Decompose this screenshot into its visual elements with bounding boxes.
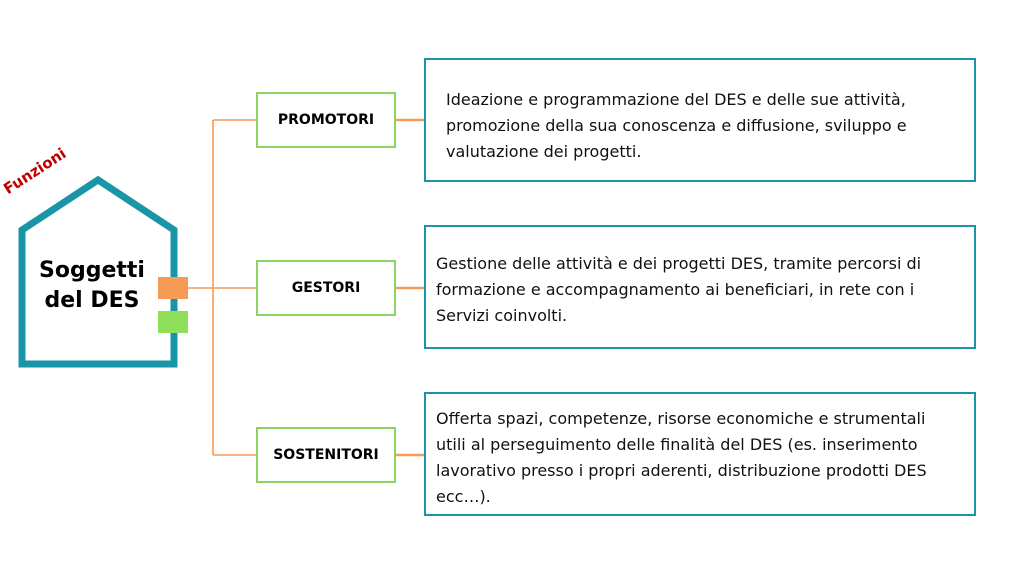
description-box-promotori [424,58,976,182]
connectors-to-descriptions [396,120,424,455]
funzioni-tag: Funzioni [0,144,70,198]
green-square-marker [158,311,188,333]
description-text-promotori: Ideazione e programmazione del DES e delle sue attività, promozione della sua conoscenza e diffusione, sviluppo e valutazione dei progetti. [446,90,907,161]
connectors [188,120,256,455]
role-box-gestori: GESTORI [256,260,396,316]
description-box-sostenitori [424,392,976,516]
description-box-gestori [424,225,976,349]
description-text-gestori: Gestione delle attività e dei progetti DES, tramite percorsi di formazione e accompagnamento ai beneficiari, in rete con i Servizi coinvolti. [436,254,922,325]
house-title: Soggetti del DES [39,258,145,313]
role-box-promotori: PROMOTORI [256,92,396,148]
orange-square-marker [158,277,188,299]
role-box-sostenitori: SOSTENITORI [256,427,396,483]
description-text-sostenitori: Offerta spazi, competenze, risorse economiche e strumentali utili al perseguimento delle finalità del DES (es. inserimento lavorativo presso i propri aderenti, distribuzione prodotti DES ecc…). [436,409,927,506]
